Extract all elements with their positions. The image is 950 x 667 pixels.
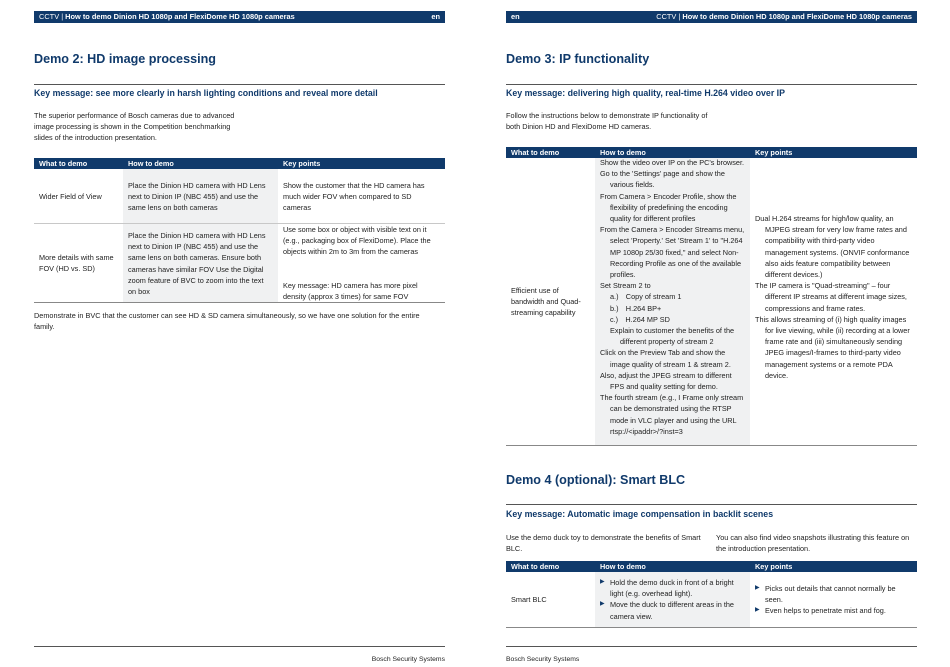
how-step: The fourth stream (e.g., I Frame only stream can be demonstrated using the RTSP mode in VLC player and using the URL rtsp://<ipaddr>/?inst=3 xyxy=(600,393,744,436)
section-title: Demo 2: HD image processing xyxy=(34,52,216,66)
list-item: ▶ Even helps to penetrate mist and fog. xyxy=(755,606,886,616)
header-lang: en xyxy=(431,12,440,21)
row2-how: Place the Dinion HD camera with HD Lens next to Dinion IP (NBC 455) and use the same lens on both cameras. Ensure both cameras have similar FOV Use the Digital zoom feature of BVC to zoom into the text on box xyxy=(128,231,266,297)
col-how: How to demo xyxy=(600,562,646,571)
after-table-text: Demonstrate in BVC that the customer can see HD & SD camera simultaneously, so we have one solution for the entire family. xyxy=(34,311,420,332)
divider xyxy=(506,84,917,85)
header-product: CCTV xyxy=(39,12,60,21)
header-title: How to demo Dinion HD 1080p and FlexiDome HD 1080p cameras xyxy=(65,12,295,21)
key-point: The IP camera is "Quad-streaming" – four different IP streams at different image sizes, compressions and frame rates. xyxy=(755,281,907,313)
list-item: ▶ Move the duck to different areas in the camera view. xyxy=(600,600,734,621)
arrow-bullet-icon: ▶ xyxy=(755,607,760,614)
demo4-how-list xyxy=(595,577,750,622)
col-key: Key points xyxy=(283,159,321,168)
how-step: c.) H.264 MP SD xyxy=(610,314,670,324)
how-step: b.) H.264 BP+ xyxy=(610,303,662,313)
how-step: a.) Copy of stream 1 xyxy=(610,292,682,302)
demo4-key-list xyxy=(750,583,917,617)
row1-what: Wider Field of View xyxy=(39,192,102,201)
page-header: CCTV | How to demo Dinion HD 1080p and FlexiDome HD 1080p cameras en xyxy=(34,11,445,23)
row2-key-1: Use some box or object with visible text on it (e.g., packaging box of FlexiDome). Place the objects within 2m to 3m from the cameras xyxy=(283,225,431,257)
list-item: ▶ Hold the demo duck in front of a bright light (e.g. overhead light). xyxy=(600,578,734,599)
demo3-key-list xyxy=(750,213,917,381)
demo3-how-list xyxy=(595,157,750,437)
divider xyxy=(506,504,917,505)
key-message: Key message: see more clearly in harsh lighting conditions and reveal more detail xyxy=(34,88,378,98)
table-header-demo4 xyxy=(506,561,917,572)
how-step: From Camera > Encoder Profile, show the flexibility of predefining the encoding quality for different profiles xyxy=(600,191,737,224)
intro-demo3: Follow the instructions below to demonstrate IP functionality of both Dinion HD and FlexiDome HD cameras. xyxy=(506,111,708,132)
left-page xyxy=(34,0,445,667)
table-header xyxy=(34,158,445,169)
intro-demo4-right: You can also find video snapshots illustrating this feature on the introduction presentation. xyxy=(716,533,910,554)
col-key: Key points xyxy=(755,562,793,571)
intro-demo4-left: Use the demo duck toy to demonstrate the benefits of Smart BLC. xyxy=(506,533,701,554)
header-product: CCTV xyxy=(656,12,677,21)
row1-how: Place the Dinion HD camera with HD Lens next to Dinion IP (NBC 455) and use the same lens on both cameras xyxy=(128,181,266,213)
arrow-bullet-icon: ▶ xyxy=(600,601,605,608)
how-step: Set Stream 2 to xyxy=(600,281,651,291)
table-bottom xyxy=(506,445,917,446)
demo3-what: Efficient use of bandwidth and Quad-streaming capability xyxy=(511,286,581,318)
how-step: Also, adjust the JPEG stream to different FPS and quality setting for demo. xyxy=(600,370,732,392)
key-point: Dual H.264 streams for high/low quality, an MJPEG stream for very low frame rates and compatibility with third-party video management systems. (ONVIF conformance also aids feature compatibility between different devices.) xyxy=(755,214,910,280)
col-what: What to demo xyxy=(511,148,560,157)
demo4-what: Smart BLC xyxy=(511,595,547,604)
how-step: Show the video over IP on the PC's browser. xyxy=(600,158,745,167)
how-step: From the Camera > Encoder Streams menu, select 'Property.' Set 'Stream 1' to "H.264 MP 1080p 25/30 fixed," and select Non-Recording Profile as one of the available profiles. xyxy=(600,225,745,280)
list-item: ▶ Picks out details that cannot normally be seen. xyxy=(755,584,896,605)
arrow-bullet-icon: ▶ xyxy=(755,585,760,591)
key-message-demo4: Key message: Automatic image compensation in backlit scenes xyxy=(506,509,774,519)
row2-what: More details with same FOV (HD vs. SD) xyxy=(39,253,114,274)
row2-key-2: Key message: HD camera has more pixel density (approx 3 times) for same FOV xyxy=(283,281,418,302)
footer-text: Bosch Security Systems xyxy=(371,656,445,663)
footer-text: Bosch Security Systems xyxy=(506,656,580,663)
how-step: Click on the Preview Tab and show the image quality of stream 1 & stream 2. xyxy=(600,348,731,369)
col-how: How to demo xyxy=(128,159,174,168)
page-header: en CCTV | How to demo Dinion HD 1080p and FlexiDome HD 1080p cameras xyxy=(506,11,917,23)
intro-paragraph: The superior performance of Bosch cameras due to advanced image processing is shown in the Competition benchmarking slides of the introduction presentation. xyxy=(34,111,235,143)
how-step: Explain to customer the benefits of the different property of stream 2 xyxy=(610,326,735,347)
arrow-bullet-icon: ▶ xyxy=(600,579,605,585)
footer-rule xyxy=(506,646,917,647)
header-lang: en xyxy=(511,12,520,21)
footer-rule xyxy=(34,646,445,647)
how-step: Go to the 'Settings' page and show the various fields. xyxy=(600,169,725,190)
key-message-demo3: Key message: delivering high quality, real-time H.264 video over IP xyxy=(506,88,785,98)
key-point: This allows streaming of (i) high quality images for live viewing, while (ii) recording at a lower frame rate and (iii) simultaneously sending JPEG images/I-frames to third-party video management systems or a remote PDA device. xyxy=(755,314,910,380)
divider xyxy=(34,84,445,85)
table-bottom xyxy=(34,302,445,303)
section-title-demo4: Demo 4 (optional): Smart BLC xyxy=(506,473,686,487)
table-bottom xyxy=(506,627,917,628)
col-what: What to demo xyxy=(511,562,560,571)
col-what: What to demo xyxy=(39,159,88,168)
col-how: How to demo xyxy=(600,148,646,157)
row1-key: Show the customer that the HD camera has much wider FOV when compared to SD cameras xyxy=(283,181,425,213)
section-title-demo3: Demo 3: IP functionality xyxy=(506,52,650,66)
right-page xyxy=(506,0,917,667)
col-key: Key points xyxy=(755,148,793,157)
header-title: How to demo Dinion HD 1080p and FlexiDome HD 1080p cameras xyxy=(682,12,912,21)
